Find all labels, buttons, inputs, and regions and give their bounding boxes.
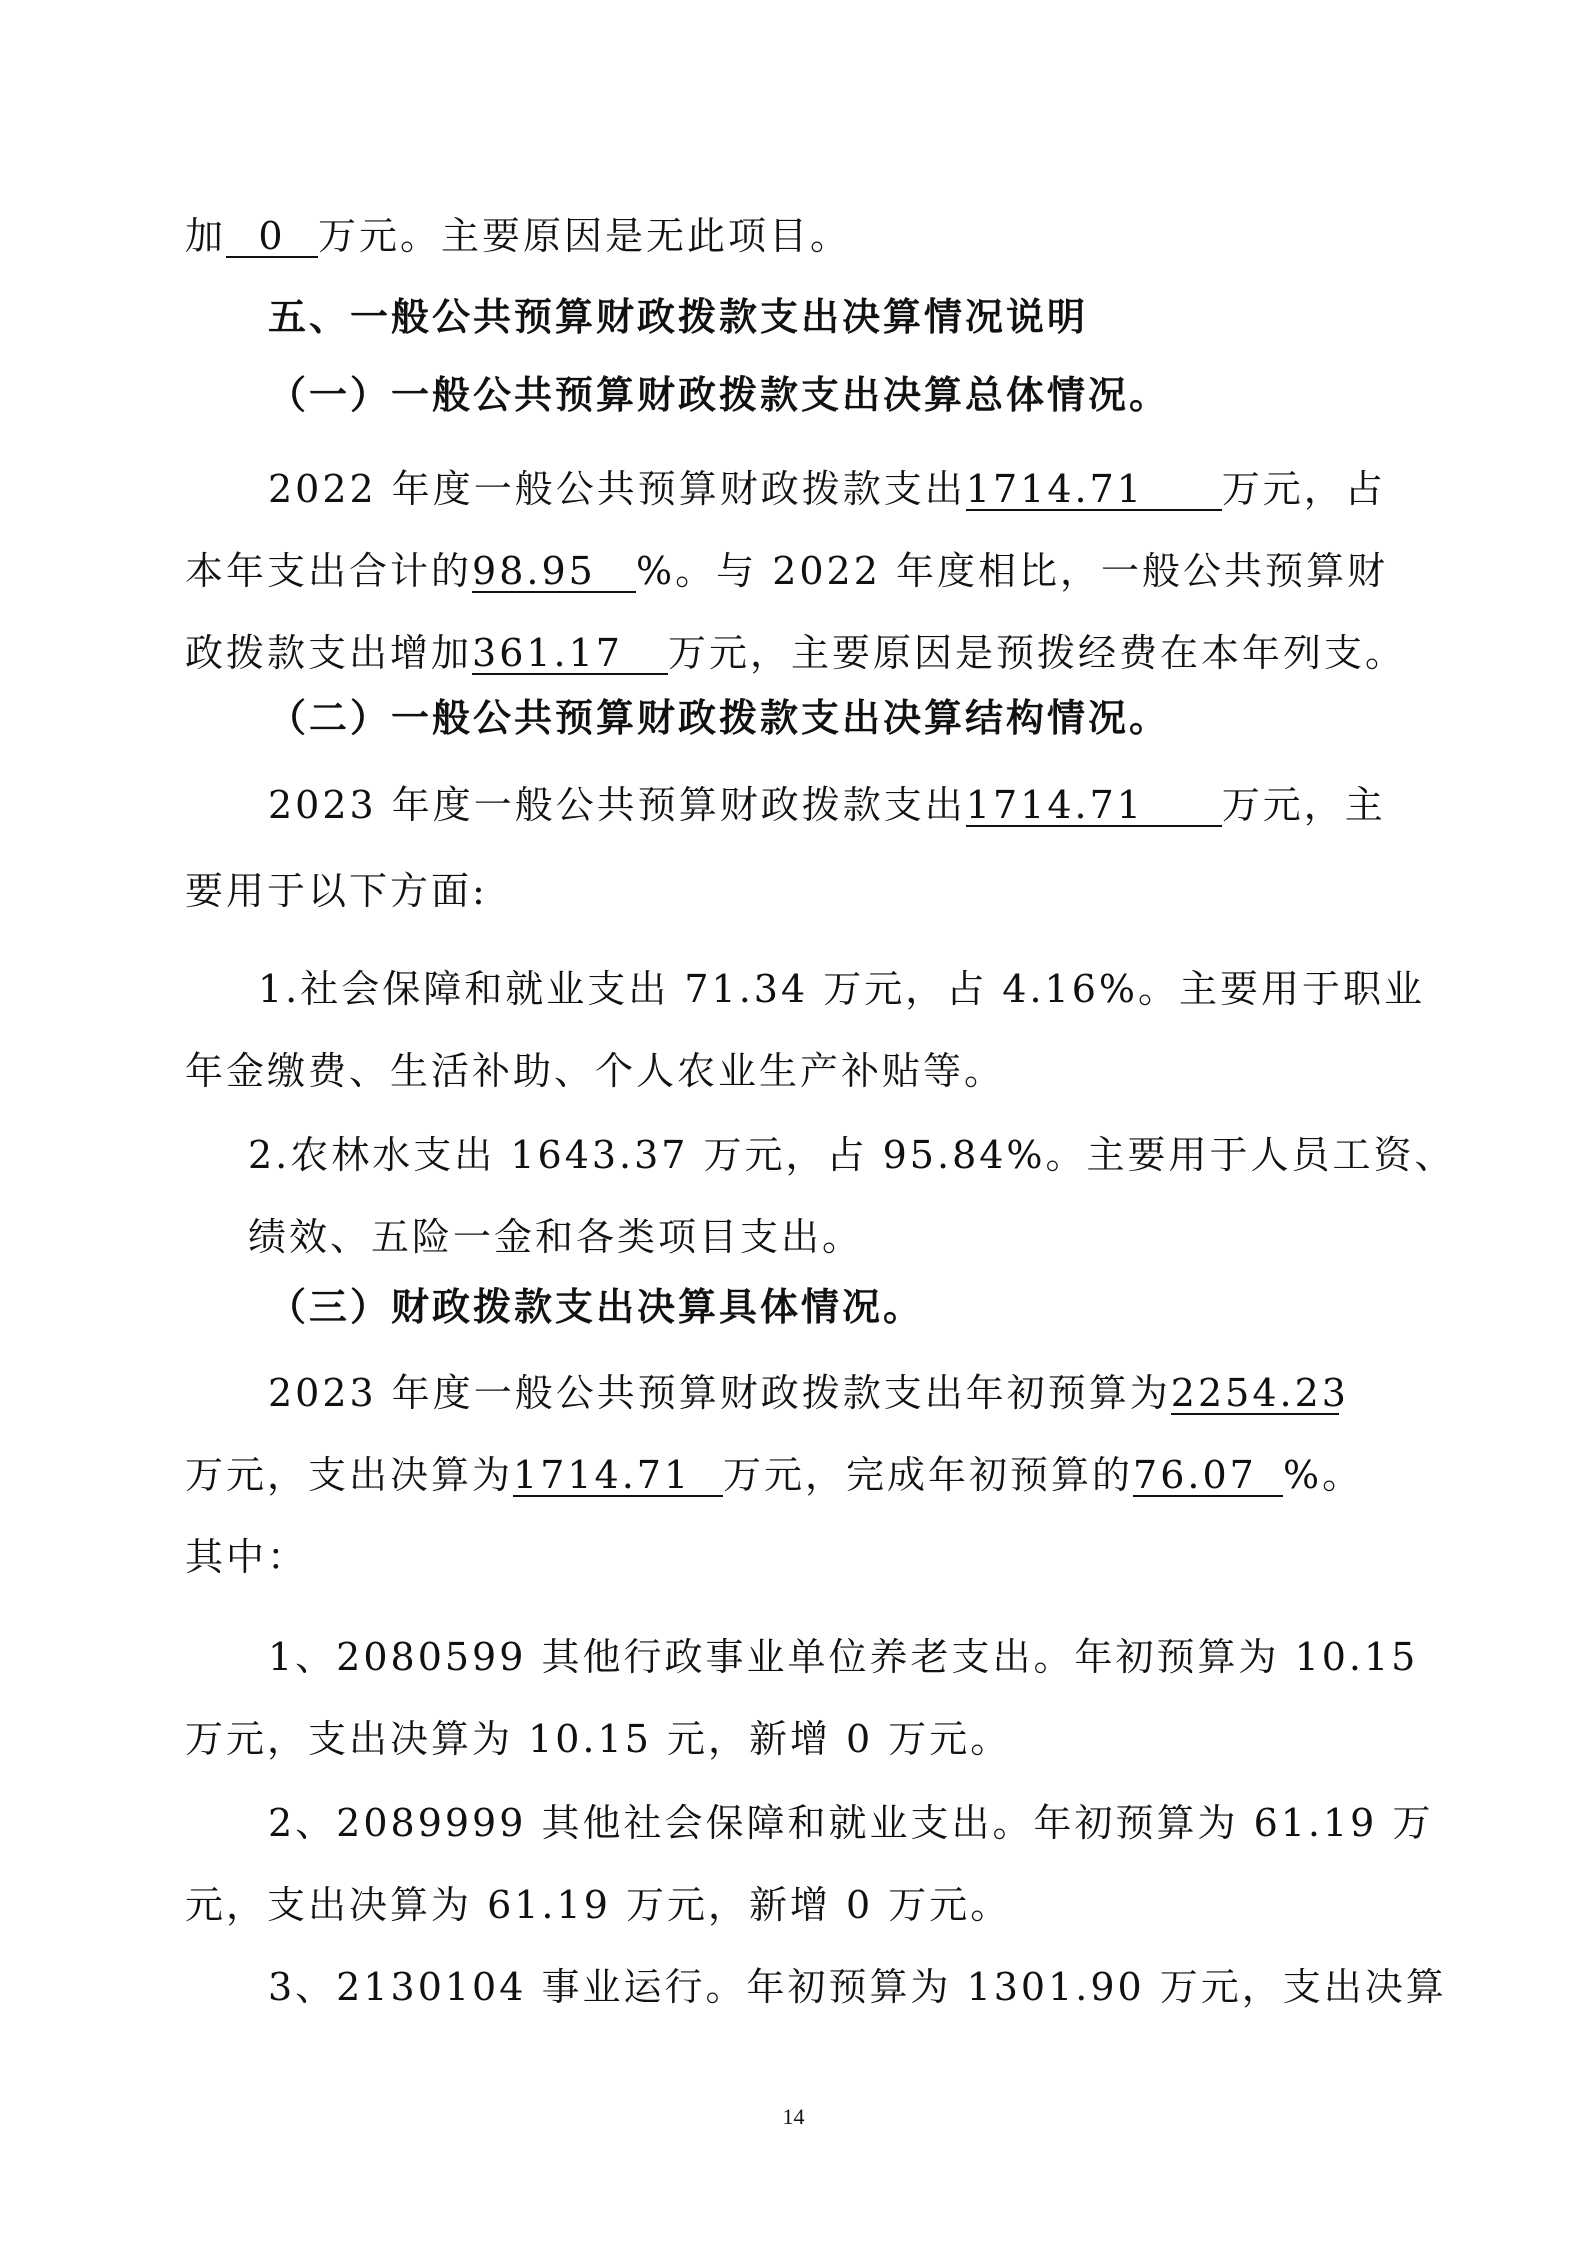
para1-l2-post: %。与 2022 年度相比，一般公共预算财 bbox=[636, 549, 1388, 593]
para2-line2: 要用于以下方面: bbox=[185, 869, 488, 913]
para3-l2-blank: 1714.71 bbox=[513, 1455, 723, 1497]
para1-line1 bbox=[268, 466, 1386, 512]
item1-line1: 1.社会保障和就业支出 71.34 万元，占 4.16%。主要用于职业 bbox=[258, 967, 1425, 1011]
para3-l2-mid: 万元，完成年初预算的 bbox=[723, 1453, 1134, 1497]
para1-l1-pre: 2022 年度一般公共预算财政拨款支出 bbox=[268, 467, 966, 511]
prev-blank-amount: 0 bbox=[226, 216, 318, 258]
detail1-line2: 万元，支出决算为 10.15 元，新增 0 万元。 bbox=[185, 1717, 1012, 1761]
para3-line1 bbox=[268, 1370, 1349, 1416]
para1-l3-pre: 政拨款支出增加 bbox=[185, 631, 473, 675]
subsection-3-heading: （三）财政拨款支出决算具体情况。 bbox=[268, 1284, 925, 1329]
detail1-line1: 1、2080599 其他行政事业单位养老支出。年初预算为 10.15 bbox=[268, 1635, 1419, 1679]
para3-l2-blank2: 76.07 bbox=[1133, 1455, 1283, 1497]
item1-line2: 年金缴费、生活补助、个人农业生产补贴等。 bbox=[185, 1049, 1006, 1093]
para3-line3: 其中： bbox=[185, 1535, 309, 1579]
para1-l2-pre: 本年支出合计的 bbox=[185, 549, 473, 593]
detail2-line1: 2、2089999 其他社会保障和就业支出。年初预算为 61.19 万 bbox=[268, 1801, 1434, 1845]
prev-text-pre: 加 bbox=[185, 214, 227, 258]
para1-l3-post: 万元，主要原因是预拨经费在本年列支。 bbox=[668, 631, 1407, 675]
subsection-1-heading: （一）一般公共预算财政拨款支出决算总体情况。 bbox=[268, 372, 1171, 417]
subsection-2-heading: （二）一般公共预算财政拨款支出决算结构情况。 bbox=[268, 695, 1171, 740]
para1-l3-blank: 361.17 bbox=[472, 633, 668, 675]
para3-line2 bbox=[185, 1452, 1363, 1498]
section-5-heading: 五、一般公共预算财政拨款支出决算情况说明 bbox=[268, 295, 1089, 339]
item2-line2: 绩效、五险一金和各类项目支出。 bbox=[248, 1215, 864, 1259]
para3-l1-blank: 2254.23 bbox=[1170, 1371, 1349, 1415]
para1-l1-blank: 1714.71 bbox=[966, 469, 1222, 511]
item2-line1: 2.农林水支出 1643.37 万元，占 95.84%。主要用于人员工资、 bbox=[248, 1133, 1456, 1177]
page-number: 14 bbox=[782, 2104, 805, 2129]
para1-line2 bbox=[185, 548, 1388, 594]
para1-line3 bbox=[185, 630, 1406, 676]
para3-l1-pre: 2023 年度一般公共预算财政拨款支出年初预算为 bbox=[268, 1371, 1171, 1415]
prev-paragraph-tail bbox=[185, 213, 851, 259]
para1-l2-blank: 98.95 bbox=[472, 551, 636, 593]
para2-l1-post: 万元，主 bbox=[1221, 783, 1386, 827]
detail2-line2: 元，支出决算为 61.19 万元，新增 0 万元。 bbox=[185, 1883, 1012, 1927]
para1-l1-post: 万元，占 bbox=[1221, 467, 1386, 511]
para2-line1 bbox=[268, 782, 1386, 828]
prev-text-post: 万元。主要原因是无此项目。 bbox=[318, 214, 852, 258]
para3-l2-pre: 万元，支出决算为 bbox=[185, 1453, 514, 1497]
detail3-line1: 3、2130104 事业运行。年初预算为 1301.90 万元，支出决算 bbox=[268, 1965, 1447, 2009]
para2-l1-blank: 1714.71 bbox=[966, 785, 1222, 827]
para3-l2-post: %。 bbox=[1283, 1453, 1364, 1497]
para2-l1-pre: 2023 年度一般公共预算财政拨款支出 bbox=[268, 783, 966, 827]
